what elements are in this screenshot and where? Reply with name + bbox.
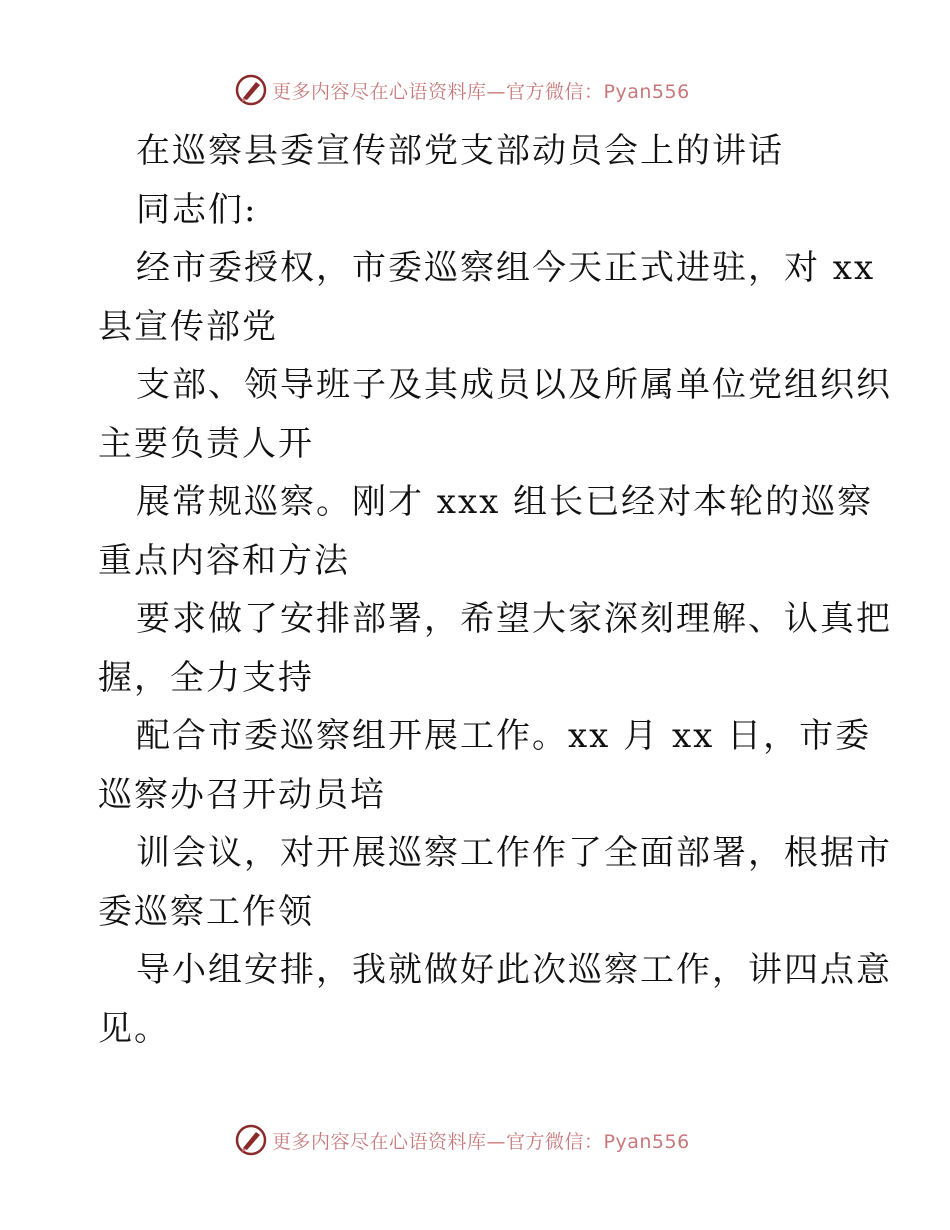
text-line: 展常规巡察。刚才 xxx 组长已经对本轮的巡察 bbox=[136, 482, 874, 522]
text-line: 县宣传部党 bbox=[98, 306, 278, 347]
text-line: 委巡察工作领 bbox=[98, 891, 314, 932]
text-line: 在巡察县委宣传部党支部动员会上的讲话 bbox=[136, 131, 784, 171]
text-line: 导小组安排，我就做好此次巡察工作，讲四点意 bbox=[136, 950, 892, 990]
text-line: 重点内容和方法 bbox=[98, 540, 350, 581]
header-watermark bbox=[0, 70, 950, 110]
document-body bbox=[98, 122, 892, 1058]
pen-logo-icon bbox=[234, 1123, 268, 1157]
footer-watermark bbox=[0, 1120, 950, 1160]
text-line: 经市委授权，市委巡察组今天正式进驻，对 xx bbox=[136, 248, 876, 288]
text-line: 巡察办召开动员培 bbox=[98, 774, 386, 815]
text-line: 握，全力支持 bbox=[98, 657, 314, 698]
text-line: 要求做了安排部署，希望大家深刻理解、认真把 bbox=[136, 599, 892, 639]
text-line: 主要负责人开 bbox=[98, 423, 314, 464]
text-line: 配合市委巡察组开展工作。xx 月 xx 日，市委 bbox=[136, 716, 872, 756]
text-line: 见。 bbox=[98, 1008, 170, 1049]
text-line: 支部、领导班子及其成员以及所属单位党组织织 bbox=[136, 365, 892, 405]
text-line: 训会议，对开展巡察工作作了全面部署，根据市 bbox=[136, 833, 892, 873]
watermark-text: 更多内容尽在心语资料库—官方微信：Pyan556 bbox=[272, 80, 690, 103]
text-line: 同志们: bbox=[136, 189, 258, 230]
watermark-text: 更多内容尽在心语资料库—官方微信：Pyan556 bbox=[272, 1130, 690, 1153]
pen-logo-icon bbox=[234, 73, 268, 107]
